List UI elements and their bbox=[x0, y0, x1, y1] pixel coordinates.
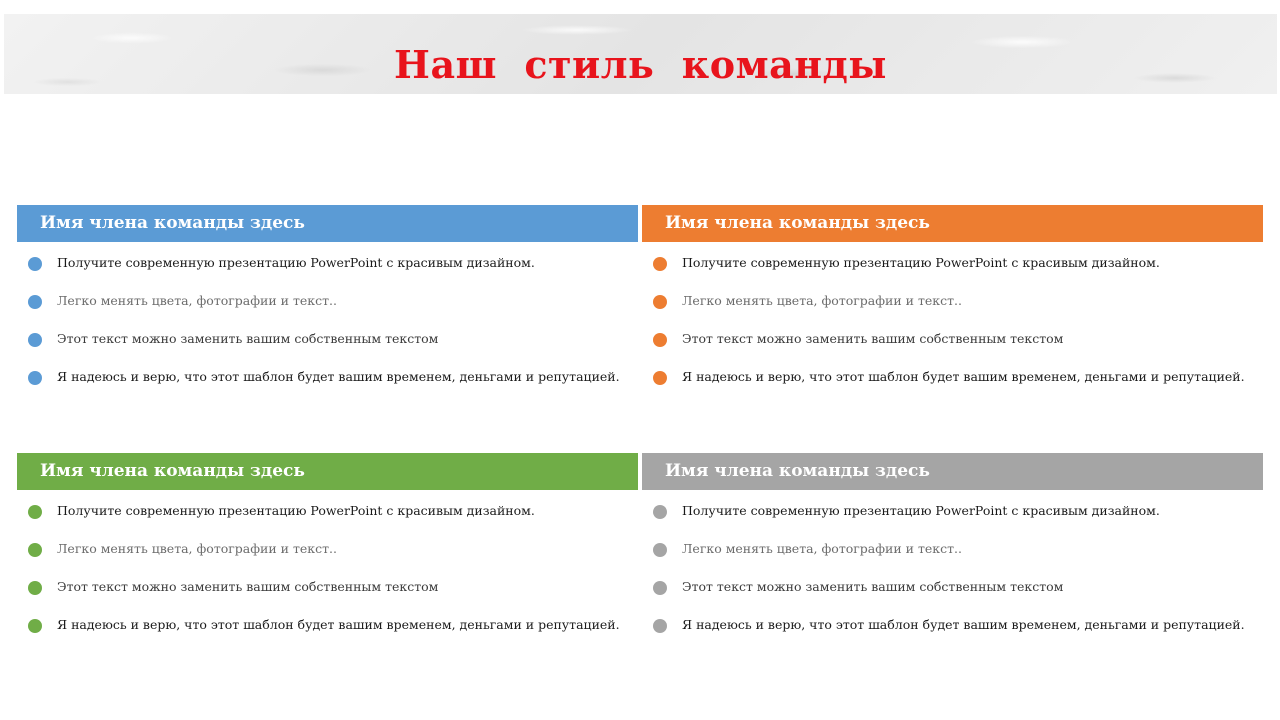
bullet-text: Я надеюсь и верю, что этот шаблон будет вашим временем, деньгами и репутацией. bbox=[682, 617, 1245, 632]
panel-header: Имя члена команды здесь bbox=[642, 453, 1263, 490]
list-item bbox=[17, 318, 638, 356]
bullet-dot-icon bbox=[28, 333, 42, 347]
bullet-dot-icon bbox=[653, 505, 667, 519]
bullet-text: Этот текст можно заменить вашим собственным текстом bbox=[57, 579, 439, 594]
bullet-dot-icon bbox=[28, 295, 42, 309]
list-item bbox=[642, 566, 1263, 604]
title-banner bbox=[4, 14, 1277, 94]
team-member-panel-blue bbox=[17, 205, 638, 394]
slide-title: Наш стиль команды bbox=[394, 42, 887, 87]
bullet-dot-icon bbox=[28, 543, 42, 557]
bullet-dot-icon bbox=[653, 371, 667, 385]
bullet-text: Этот текст можно заменить вашим собственным текстом bbox=[57, 331, 439, 346]
list-item bbox=[642, 490, 1263, 528]
bullet-dot-icon bbox=[28, 505, 42, 519]
bullet-dot-icon bbox=[653, 295, 667, 309]
bullet-text: Я надеюсь и верю, что этот шаблон будет вашим временем, деньгами и репутацией. bbox=[57, 369, 620, 384]
bullet-list bbox=[642, 242, 1263, 394]
list-item bbox=[17, 490, 638, 528]
bullet-text: Получите современную презентацию PowerPoint с красивым дизайном. bbox=[57, 503, 535, 518]
list-item bbox=[17, 242, 638, 280]
list-item bbox=[17, 280, 638, 318]
panel-header: Имя члена команды здесь bbox=[17, 205, 638, 242]
list-item bbox=[642, 242, 1263, 280]
bullet-dot-icon bbox=[653, 257, 667, 271]
list-item bbox=[642, 604, 1263, 642]
bullet-text: Этот текст можно заменить вашим собственным текстом bbox=[682, 331, 1064, 346]
list-item bbox=[17, 356, 638, 394]
bullet-text: Этот текст можно заменить вашим собственным текстом bbox=[682, 579, 1064, 594]
list-item bbox=[17, 566, 638, 604]
bullet-text: Легко менять цвета, фотографии и текст.. bbox=[57, 541, 337, 556]
bullet-text: Получите современную презентацию PowerPoint с красивым дизайном. bbox=[682, 255, 1160, 270]
bullet-dot-icon bbox=[653, 543, 667, 557]
bullet-text: Легко менять цвета, фотографии и текст.. bbox=[682, 293, 962, 308]
bullet-text: Я надеюсь и верю, что этот шаблон будет вашим временем, деньгами и репутацией. bbox=[682, 369, 1245, 384]
list-item bbox=[642, 318, 1263, 356]
bullet-list bbox=[17, 242, 638, 394]
bullet-text: Легко менять цвета, фотографии и текст.. bbox=[57, 293, 337, 308]
list-item bbox=[17, 528, 638, 566]
bullet-dot-icon bbox=[28, 257, 42, 271]
bullet-dot-icon bbox=[28, 581, 42, 595]
bullet-text: Получите современную презентацию PowerPoint с красивым дизайном. bbox=[57, 255, 535, 270]
list-item bbox=[642, 280, 1263, 318]
bullet-dot-icon bbox=[28, 619, 42, 633]
team-member-panel-green bbox=[17, 453, 638, 642]
list-item bbox=[17, 604, 638, 642]
bullet-list bbox=[642, 490, 1263, 642]
list-item bbox=[642, 528, 1263, 566]
bullet-dot-icon bbox=[653, 619, 667, 633]
bullet-list bbox=[17, 490, 638, 642]
team-member-panel-gray bbox=[642, 453, 1263, 642]
team-member-panel-orange bbox=[642, 205, 1263, 394]
bullet-dot-icon bbox=[28, 371, 42, 385]
bullet-text: Получите современную презентацию PowerPoint с красивым дизайном. bbox=[682, 503, 1160, 518]
list-item bbox=[642, 356, 1263, 394]
bullet-text: Легко менять цвета, фотографии и текст.. bbox=[682, 541, 962, 556]
panel-header: Имя члена команды здесь bbox=[642, 205, 1263, 242]
panel-header: Имя члена команды здесь bbox=[17, 453, 638, 490]
bullet-dot-icon bbox=[653, 333, 667, 347]
bullet-text: Я надеюсь и верю, что этот шаблон будет вашим временем, деньгами и репутацией. bbox=[57, 617, 620, 632]
bullet-dot-icon bbox=[653, 581, 667, 595]
